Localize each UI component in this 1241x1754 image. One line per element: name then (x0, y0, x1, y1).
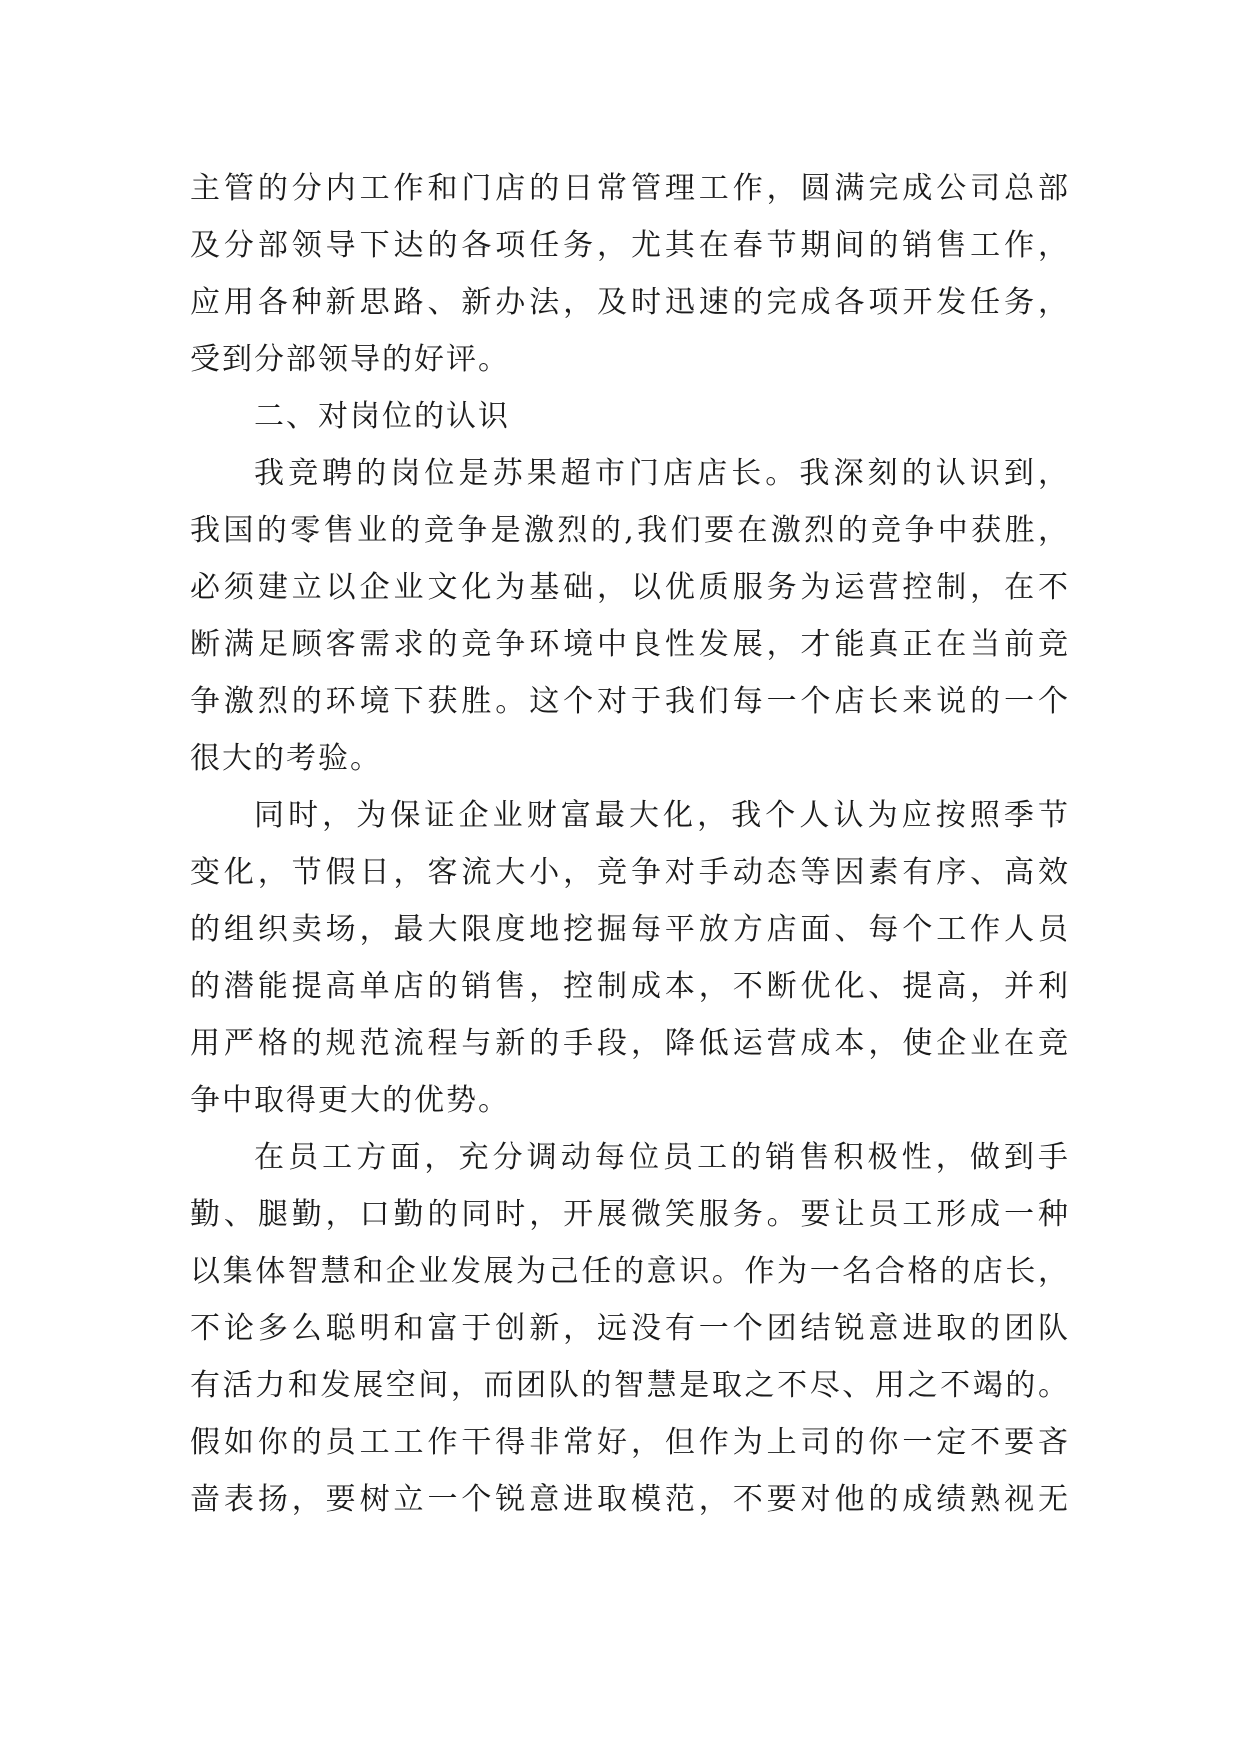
document-line: 争中取得更大的优势。 (190, 1083, 510, 1118)
document-line: 争激烈的环境下获胜。这个对于我们每一个店长来说的一个 (190, 684, 1070, 719)
document-line: 受到分部领导的好评。 (190, 342, 510, 377)
document-line: 主管的分内工作和门店的日常管理工作，圆满完成公司总部 (190, 171, 1070, 206)
document-line: 啬表扬，要树立一个锐意进取模范，不要对他的成绩熟视无 (190, 1482, 1070, 1517)
document-line: 二、对岗位的认识 (254, 399, 510, 434)
document-line: 我国的零售业的竞争是激烈的,我们要在激烈的竞争中获胜， (190, 513, 1070, 548)
document-line: 有活力和发展空间，而团队的智慧是取之不尽、用之不竭的。 (190, 1368, 1070, 1403)
document-line: 必须建立以企业文化为基础，以优质服务为运营控制，在不 (190, 570, 1070, 605)
document-line: 不论多么聪明和富于创新，远没有一个团结锐意进取的团队 (190, 1311, 1070, 1346)
document-line: 的潜能提高单店的销售，控制成本，不断优化、提高，并利 (190, 969, 1070, 1004)
document-line: 以集体智慧和企业发展为己任的意识。作为一名合格的店长， (190, 1254, 1070, 1289)
document-line: 勤、腿勤，口勤的同时，开展微笑服务。要让员工形成一种 (190, 1197, 1070, 1232)
document-line: 假如你的员工工作干得非常好，但作为上司的你一定不要吝 (190, 1425, 1070, 1460)
document-line: 用严格的规范流程与新的手段，降低运营成本，使企业在竞 (190, 1026, 1070, 1061)
document-line: 及分部领导下达的各项任务，尤其在春节期间的销售工作， (190, 228, 1070, 263)
document-line: 应用各种新思路、新办法，及时迅速的完成各项开发任务， (190, 285, 1070, 320)
document-line: 同时，为保证企业财富最大化，我个人认为应按照季节 (254, 798, 1070, 833)
document-line: 很大的考验。 (190, 741, 382, 776)
document-line: 的组织卖场，最大限度地挖掘每平放方店面、每个工作人员 (190, 912, 1070, 947)
document-line: 在员工方面，充分调动每位员工的销售积极性，做到手 (254, 1140, 1070, 1175)
document-body (190, 160, 1070, 1528)
document-line: 断满足顾客需求的竞争环境中良性发展，才能真正在当前竞 (190, 627, 1070, 662)
document-line: 我竞聘的岗位是苏果超市门店店长。我深刻的认识到， (254, 456, 1070, 491)
document-line: 变化，节假日，客流大小，竞争对手动态等因素有序、高效 (190, 855, 1070, 890)
